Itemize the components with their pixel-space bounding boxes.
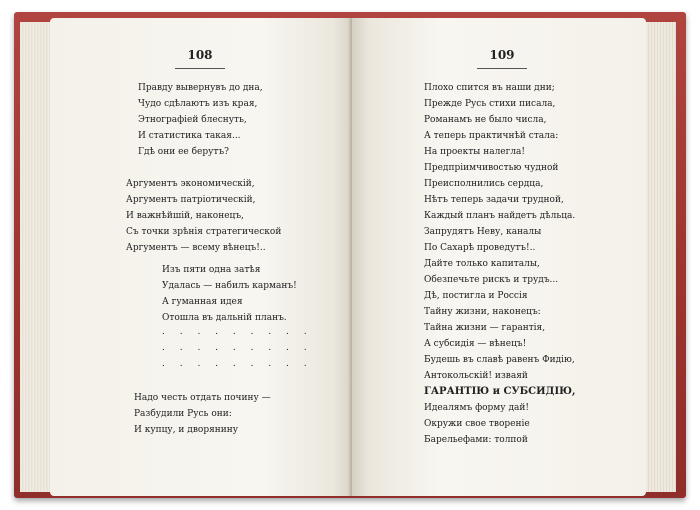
left-page	[50, 18, 352, 496]
right-stanza-2	[424, 288, 575, 384]
right-stanza-1	[424, 80, 575, 288]
header-rule-right	[477, 68, 527, 69]
verse-line: . . . . . . . . .	[162, 359, 313, 369]
left-ellipsis-lines	[162, 324, 313, 372]
verse-line: Окружи свое твореніе	[424, 419, 530, 429]
verse-line: Тайна жизни — гарантія,	[424, 323, 546, 333]
left-stanza-1	[138, 80, 263, 160]
verse-line: Преисполнились сердца,	[424, 179, 544, 189]
verse-line: Дѣ, постигла и Россія	[424, 291, 528, 301]
verse-line: Дайте только капиталы,	[424, 259, 540, 269]
verse-line: Романамъ не было числа,	[424, 115, 547, 125]
verse-line: Тайну жизни, наконецъ:	[424, 307, 541, 317]
page-number-left: 108	[187, 48, 213, 62]
left-stanza-2	[126, 176, 281, 256]
right-page	[352, 18, 646, 496]
verse-line: Чудо сдѣлаютъ изъ края,	[138, 99, 258, 109]
page-number-right: 109	[489, 48, 515, 62]
verse-line: Съ точки зрѣнія стратегической	[126, 227, 282, 237]
left-stanza-3	[162, 262, 297, 326]
verse-line: Каждый планъ найдетъ дѣльца.	[424, 211, 576, 221]
verse-line: Запрудятъ Неву, каналы	[424, 227, 542, 237]
verse-line: Аргументъ экономическій,	[126, 179, 255, 189]
verse-line: Идеалямъ форму дай!	[424, 403, 529, 413]
verse-line: Отошла въ дальній планъ.	[162, 313, 287, 323]
verse-line: Нѣтъ теперь задачи трудной,	[424, 195, 564, 205]
verse-line: А субсидія — вѣнецъ!	[424, 339, 527, 349]
verse-line: Прежде Русь стихи писала,	[424, 99, 556, 109]
verse-line: Барельефами: толпой	[424, 435, 528, 445]
header-rule-left	[175, 68, 225, 69]
verse-line: Разбудили Русь они:	[134, 409, 232, 419]
right-stanza-3	[424, 400, 530, 448]
verse-line: Обезпечьте рискъ и трудъ...	[424, 275, 559, 285]
verse-line: Будешь въ славѣ равенъ Фидію,	[424, 355, 575, 365]
verse-line: Удалась — набилъ карманъ!	[162, 281, 297, 291]
verse-line: Изъ пяти одна затѣя	[162, 265, 261, 275]
verse-line: И купцу, и дворянину	[134, 425, 239, 435]
verse-line: На проекты налегла!	[424, 147, 526, 157]
right-bold-line: ГАРАНТІЮ и СУБСИДІЮ,	[424, 386, 576, 397]
verse-line: . . . . . . . . .	[162, 343, 313, 353]
verse-line: А гуманная идея	[162, 297, 243, 307]
verse-line: Этнографіей блеснуть,	[138, 115, 247, 125]
verse-line: Аргументъ — всему вѣнецъ!..	[126, 243, 266, 253]
verse-line: Гдѣ они ее берутъ?	[138, 147, 229, 157]
verse-line: Надо честь отдать почину —	[134, 393, 271, 403]
verse-line: Плохо спится въ наши дни;	[424, 83, 555, 93]
verse-line: И важнѣйшій, наконецъ,	[126, 211, 244, 221]
verse-line: А теперь практичнѣй стала:	[424, 131, 559, 141]
verse-line: Правду вывернувъ до дна,	[138, 83, 263, 93]
verse-line: Предпріимчивостью чудной	[424, 163, 559, 173]
verse-line: По Сахарѣ проведутъ!..	[424, 243, 536, 253]
verse-line: И статистика такая...	[138, 131, 241, 141]
verse-line: . . . . . . . . .	[162, 327, 313, 337]
verse-line: Аргументъ патріотическій,	[126, 195, 256, 205]
verse-line: Антокольскій! изваяй	[424, 371, 528, 381]
left-stanza-4	[134, 390, 271, 438]
